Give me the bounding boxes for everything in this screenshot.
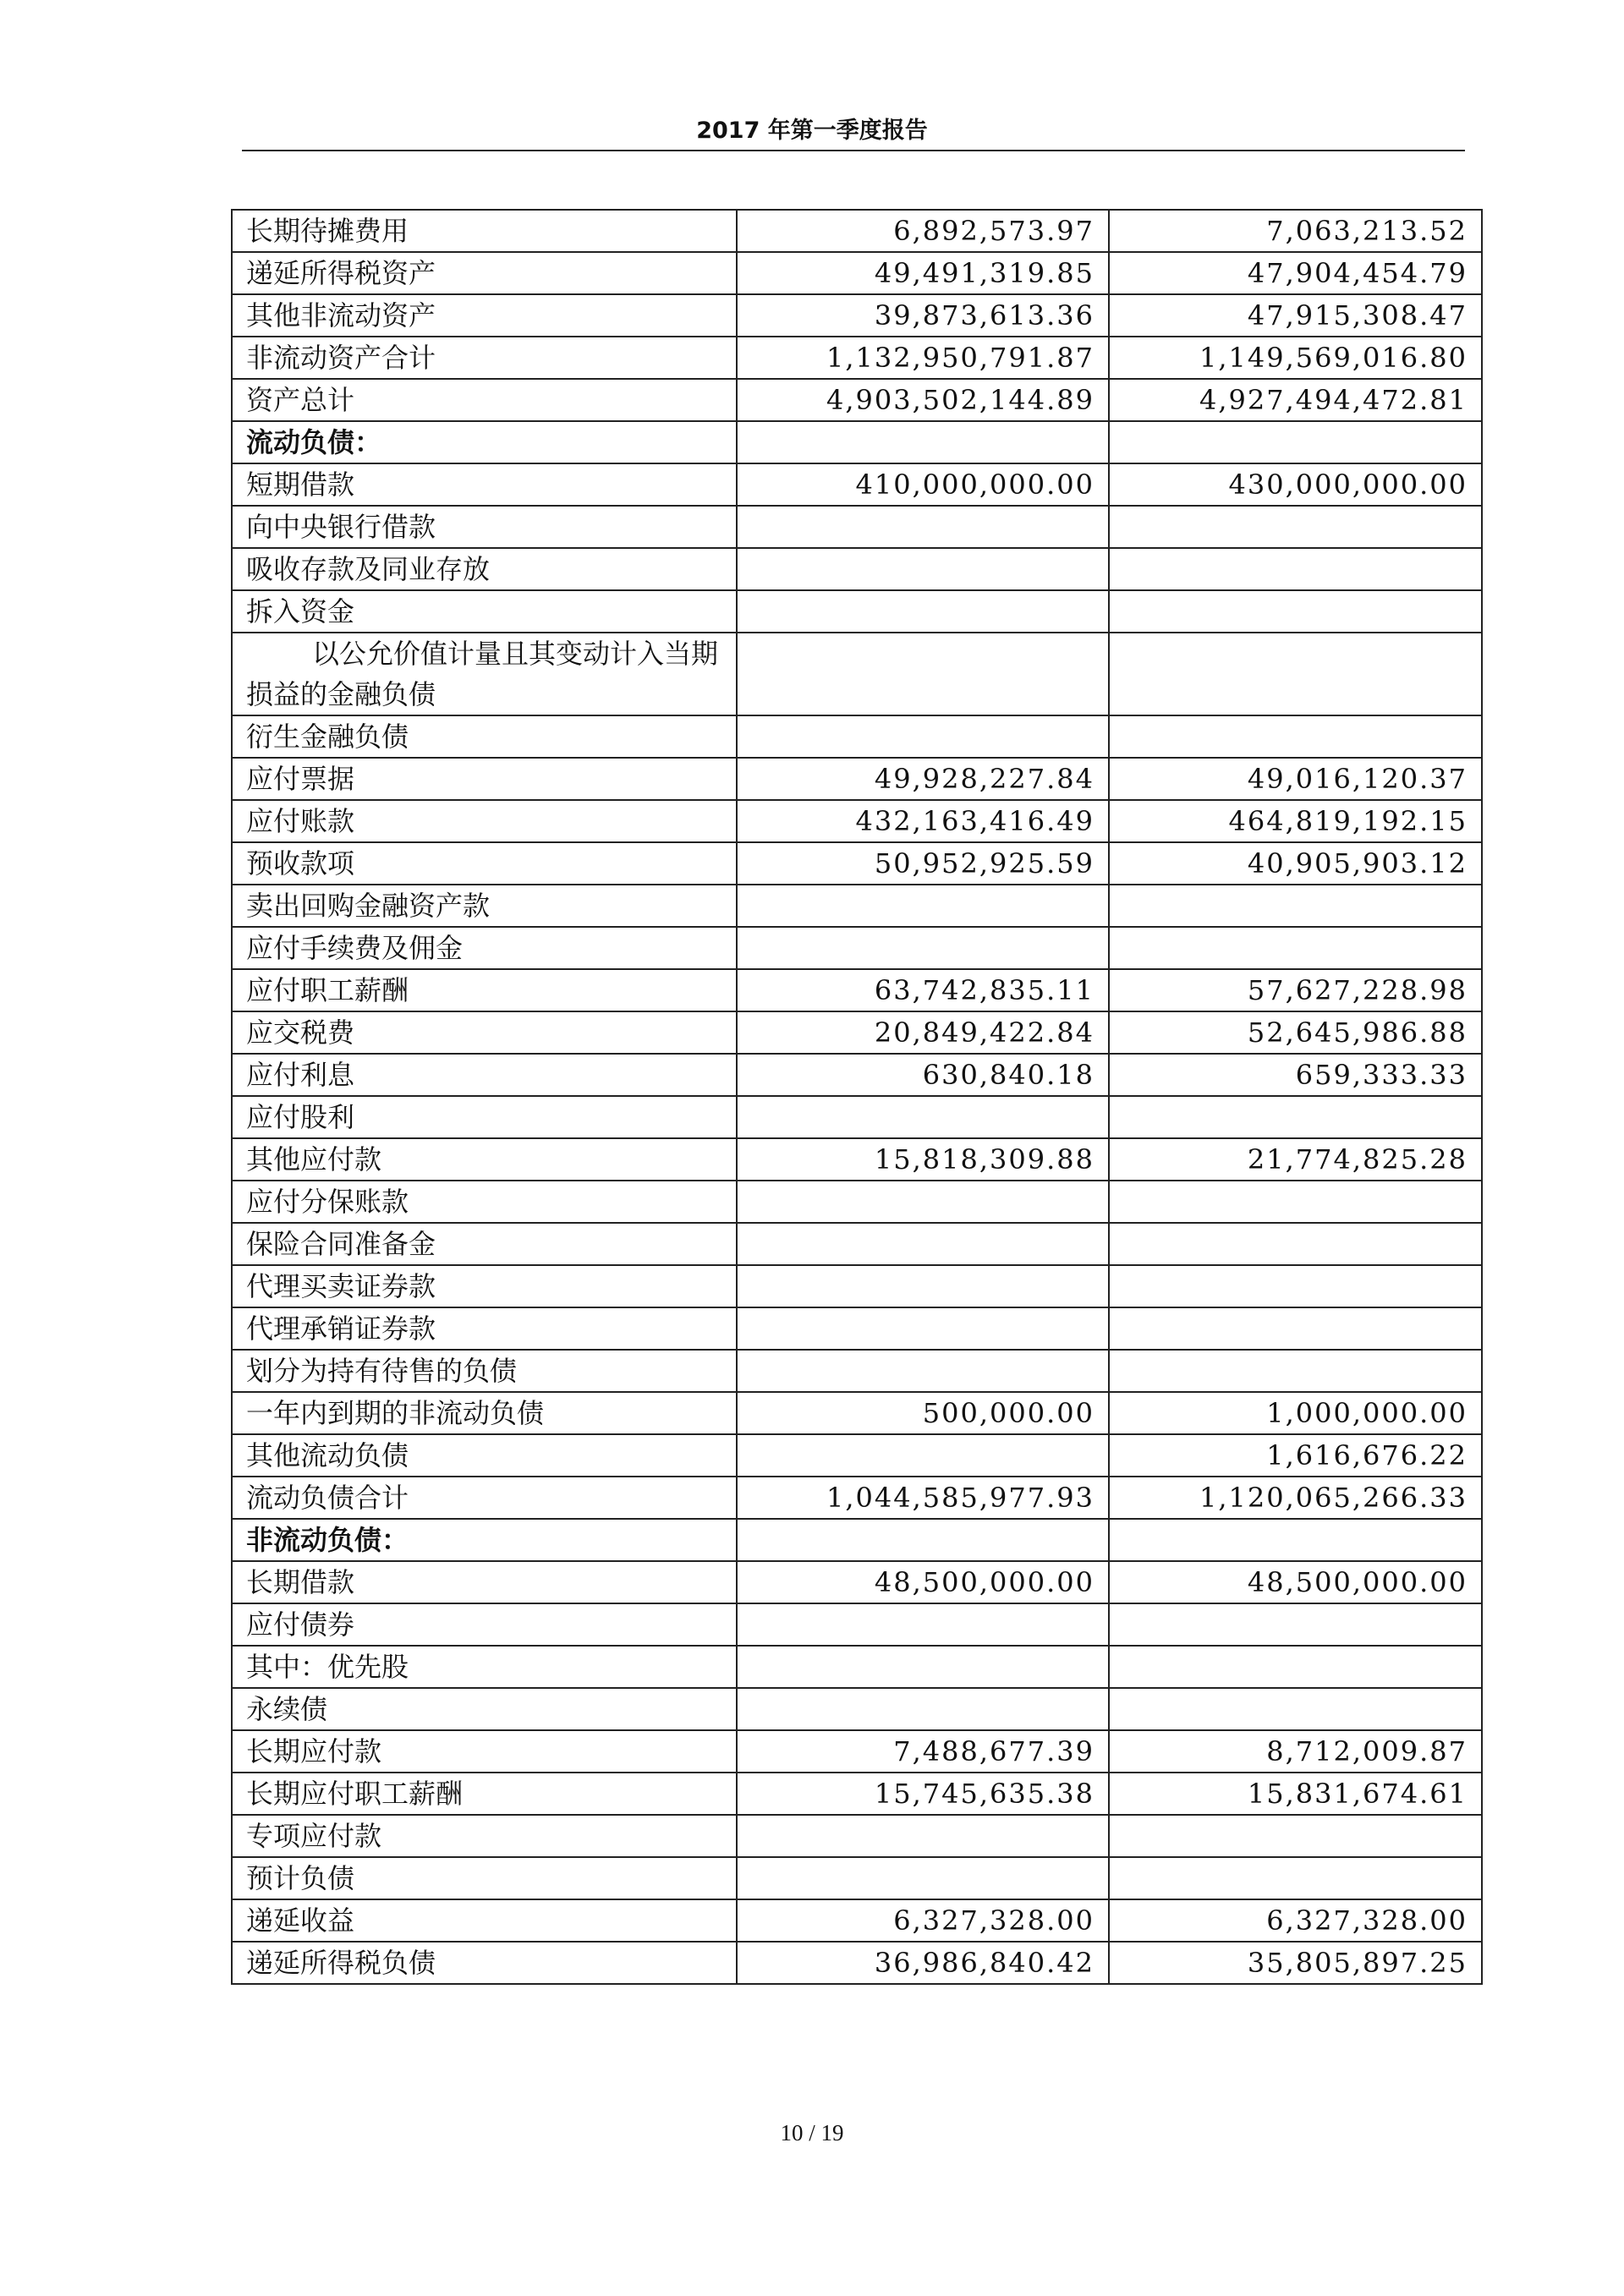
row-label: 拆入资金 xyxy=(232,590,737,633)
table-row xyxy=(232,1561,1482,1603)
current-period-value xyxy=(737,715,1109,758)
previous-period-value: 48,500,000.00 xyxy=(1109,1561,1482,1603)
row-label: 保险合同准备金 xyxy=(232,1223,737,1265)
current-period-value xyxy=(737,1815,1109,1857)
row-label: 其他流动负债 xyxy=(232,1434,737,1477)
current-period-value xyxy=(737,1519,1109,1561)
table-row xyxy=(232,1773,1482,1815)
current-period-value: 48,500,000.00 xyxy=(737,1561,1109,1603)
previous-period-value xyxy=(1109,1265,1482,1307)
row-label: 长期待摊费用 xyxy=(232,210,737,252)
table-row xyxy=(232,1519,1482,1561)
row-label: 预收款项 xyxy=(232,842,737,885)
previous-period-value xyxy=(1109,885,1482,927)
row-label: 递延收益 xyxy=(232,1899,737,1942)
current-period-value: 15,745,635.38 xyxy=(737,1773,1109,1815)
table-row xyxy=(232,337,1482,379)
table-row xyxy=(232,1011,1482,1054)
previous-period-value xyxy=(1109,421,1482,463)
previous-period-value xyxy=(1109,1688,1482,1730)
previous-period-value: 8,712,009.87 xyxy=(1109,1730,1482,1773)
table-row xyxy=(232,758,1482,800)
current-period-value: 39,873,613.36 xyxy=(737,294,1109,337)
previous-period-value: 1,000,000.00 xyxy=(1109,1392,1482,1434)
current-period-value: 432,163,416.49 xyxy=(737,800,1109,842)
previous-period-value: 7,063,213.52 xyxy=(1109,210,1482,252)
row-label: 应付股利 xyxy=(232,1096,737,1138)
current-period-value: 1,132,950,791.87 xyxy=(737,337,1109,379)
previous-period-value: 49,016,120.37 xyxy=(1109,758,1482,800)
previous-period-value: 52,645,986.88 xyxy=(1109,1011,1482,1054)
row-label: 非流动资产合计 xyxy=(232,337,737,379)
table-row xyxy=(232,1054,1482,1096)
previous-period-value xyxy=(1109,1603,1482,1646)
row-label: 应交税费 xyxy=(232,1011,737,1054)
table-row xyxy=(232,1434,1482,1477)
previous-period-value: 47,915,308.47 xyxy=(1109,294,1482,337)
current-period-value: 500,000.00 xyxy=(737,1392,1109,1434)
current-period-value: 7,488,677.39 xyxy=(737,1730,1109,1773)
row-label: 预计负债 xyxy=(232,1857,737,1899)
table-row xyxy=(232,379,1482,421)
row-label: 应付分保账款 xyxy=(232,1181,737,1223)
current-period-value xyxy=(737,633,1109,715)
row-label: 长期应付款 xyxy=(232,1730,737,1773)
current-period-value: 6,327,328.00 xyxy=(737,1899,1109,1942)
previous-period-value xyxy=(1109,927,1482,969)
previous-period-value xyxy=(1109,1223,1482,1265)
current-period-value xyxy=(737,1603,1109,1646)
table-row xyxy=(232,1815,1482,1857)
table-row xyxy=(232,1688,1482,1730)
row-label: 应付票据 xyxy=(232,758,737,800)
previous-period-value: 464,819,192.15 xyxy=(1109,800,1482,842)
current-period-value: 15,818,309.88 xyxy=(737,1138,1109,1181)
current-period-value xyxy=(737,548,1109,590)
row-label: 长期借款 xyxy=(232,1561,737,1603)
report-title: 2017 年第一季度报告 xyxy=(696,118,928,144)
previous-period-value: 6,327,328.00 xyxy=(1109,1899,1482,1942)
previous-period-value: 21,774,825.28 xyxy=(1109,1138,1482,1181)
current-period-value: 49,928,227.84 xyxy=(737,758,1109,800)
row-label: 吸收存款及同业存放 xyxy=(232,548,737,590)
row-label: 以公允价值计量且其变动计入当期损益的金融负债 xyxy=(232,633,737,715)
current-period-value: 20,849,422.84 xyxy=(737,1011,1109,1054)
previous-period-value xyxy=(1109,1815,1482,1857)
previous-period-value xyxy=(1109,1096,1482,1138)
previous-period-value: 4,927,494,472.81 xyxy=(1109,379,1482,421)
previous-period-value xyxy=(1109,715,1482,758)
table-row xyxy=(232,1307,1482,1350)
table-row xyxy=(232,1392,1482,1434)
row-label: 专项应付款 xyxy=(232,1815,737,1857)
current-period-value xyxy=(737,421,1109,463)
current-period-value: 1,044,585,977.93 xyxy=(737,1477,1109,1519)
table-row xyxy=(232,633,1482,715)
table-row xyxy=(232,463,1482,506)
row-label: 其中：优先股 xyxy=(232,1646,737,1688)
row-label: 资产总计 xyxy=(232,379,737,421)
previous-period-value xyxy=(1109,1307,1482,1350)
current-period-value xyxy=(737,506,1109,548)
previous-period-value xyxy=(1109,1646,1482,1688)
previous-period-value xyxy=(1109,506,1482,548)
table-row xyxy=(232,1265,1482,1307)
previous-period-value xyxy=(1109,548,1482,590)
current-period-value xyxy=(737,885,1109,927)
table-row xyxy=(232,1096,1482,1138)
current-period-value xyxy=(737,927,1109,969)
row-label: 递延所得税负债 xyxy=(232,1942,737,1984)
table-row xyxy=(232,506,1482,548)
previous-period-value: 40,905,903.12 xyxy=(1109,842,1482,885)
balance-sheet-table xyxy=(231,209,1483,1985)
table-row xyxy=(232,252,1482,294)
previous-period-value xyxy=(1109,1857,1482,1899)
row-label: 永续债 xyxy=(232,1688,737,1730)
previous-period-value xyxy=(1109,1350,1482,1392)
row-label: 非流动负债： xyxy=(232,1519,737,1561)
table-row xyxy=(232,1223,1482,1265)
table-row xyxy=(232,1730,1482,1773)
table-row xyxy=(232,1646,1482,1688)
table-row xyxy=(232,1181,1482,1223)
current-period-value: 50,952,925.59 xyxy=(737,842,1109,885)
current-period-value xyxy=(737,1265,1109,1307)
current-period-value: 6,892,573.97 xyxy=(737,210,1109,252)
current-period-value xyxy=(737,1434,1109,1477)
table-row xyxy=(232,842,1482,885)
current-period-value xyxy=(737,1181,1109,1223)
row-label: 流动负债合计 xyxy=(232,1477,737,1519)
previous-period-value: 659,333.33 xyxy=(1109,1054,1482,1096)
table-row xyxy=(232,885,1482,927)
table-row xyxy=(232,210,1482,252)
previous-period-value xyxy=(1109,1181,1482,1223)
current-period-value xyxy=(737,590,1109,633)
current-period-value: 63,742,835.11 xyxy=(737,969,1109,1011)
previous-period-value: 1,120,065,266.33 xyxy=(1109,1477,1482,1519)
row-label: 代理承销证券款 xyxy=(232,1307,737,1350)
table-row xyxy=(232,1942,1482,1984)
row-label: 一年内到期的非流动负债 xyxy=(232,1392,737,1434)
current-period-value xyxy=(737,1096,1109,1138)
table-row xyxy=(232,969,1482,1011)
table-row xyxy=(232,421,1482,463)
table-row xyxy=(232,1603,1482,1646)
current-period-value xyxy=(737,1223,1109,1265)
row-label: 应付债券 xyxy=(232,1603,737,1646)
table-row xyxy=(232,548,1482,590)
current-period-value: 630,840.18 xyxy=(737,1054,1109,1096)
table-row xyxy=(232,927,1482,969)
row-label: 应付账款 xyxy=(232,800,737,842)
previous-period-value: 1,149,569,016.80 xyxy=(1109,337,1482,379)
table-row xyxy=(232,715,1482,758)
previous-period-value xyxy=(1109,590,1482,633)
table-row xyxy=(232,1138,1482,1181)
row-label: 其他非流动资产 xyxy=(232,294,737,337)
row-label: 向中央银行借款 xyxy=(232,506,737,548)
current-period-value: 36,986,840.42 xyxy=(737,1942,1109,1984)
previous-period-value: 430,000,000.00 xyxy=(1109,463,1482,506)
row-label: 应付职工薪酬 xyxy=(232,969,737,1011)
table-row xyxy=(232,590,1482,633)
table-row xyxy=(232,1350,1482,1392)
table-row xyxy=(232,1477,1482,1519)
table-row xyxy=(232,294,1482,337)
previous-period-value xyxy=(1109,633,1482,715)
row-label: 卖出回购金融资产款 xyxy=(232,885,737,927)
row-label: 其他应付款 xyxy=(232,1138,737,1181)
row-label: 短期借款 xyxy=(232,463,737,506)
current-period-value: 4,903,502,144.89 xyxy=(737,379,1109,421)
current-period-value: 49,491,319.85 xyxy=(737,252,1109,294)
row-label: 递延所得税资产 xyxy=(232,252,737,294)
current-period-value xyxy=(737,1688,1109,1730)
page-number: 10 / 19 xyxy=(780,2120,844,2145)
current-period-value xyxy=(737,1307,1109,1350)
current-period-value xyxy=(737,1646,1109,1688)
row-label: 长期应付职工薪酬 xyxy=(232,1773,737,1815)
table-row xyxy=(232,800,1482,842)
row-label: 衍生金融负债 xyxy=(232,715,737,758)
current-period-value xyxy=(737,1350,1109,1392)
row-label: 划分为持有待售的负债 xyxy=(232,1350,737,1392)
previous-period-value: 15,831,674.61 xyxy=(1109,1773,1482,1815)
table-row xyxy=(232,1899,1482,1942)
row-label: 代理买卖证券款 xyxy=(232,1265,737,1307)
current-period-value: 410,000,000.00 xyxy=(737,463,1109,506)
previous-period-value: 1,616,676.22 xyxy=(1109,1434,1482,1477)
previous-period-value: 57,627,228.98 xyxy=(1109,969,1482,1011)
row-label: 流动负债： xyxy=(232,421,737,463)
row-label: 应付利息 xyxy=(232,1054,737,1096)
previous-period-value: 35,805,897.25 xyxy=(1109,1942,1482,1984)
previous-period-value xyxy=(1109,1519,1482,1561)
table-row xyxy=(232,1857,1482,1899)
row-label: 应付手续费及佣金 xyxy=(232,927,737,969)
header-divider xyxy=(242,150,1465,151)
current-period-value xyxy=(737,1857,1109,1899)
previous-period-value: 47,904,454.79 xyxy=(1109,252,1482,294)
